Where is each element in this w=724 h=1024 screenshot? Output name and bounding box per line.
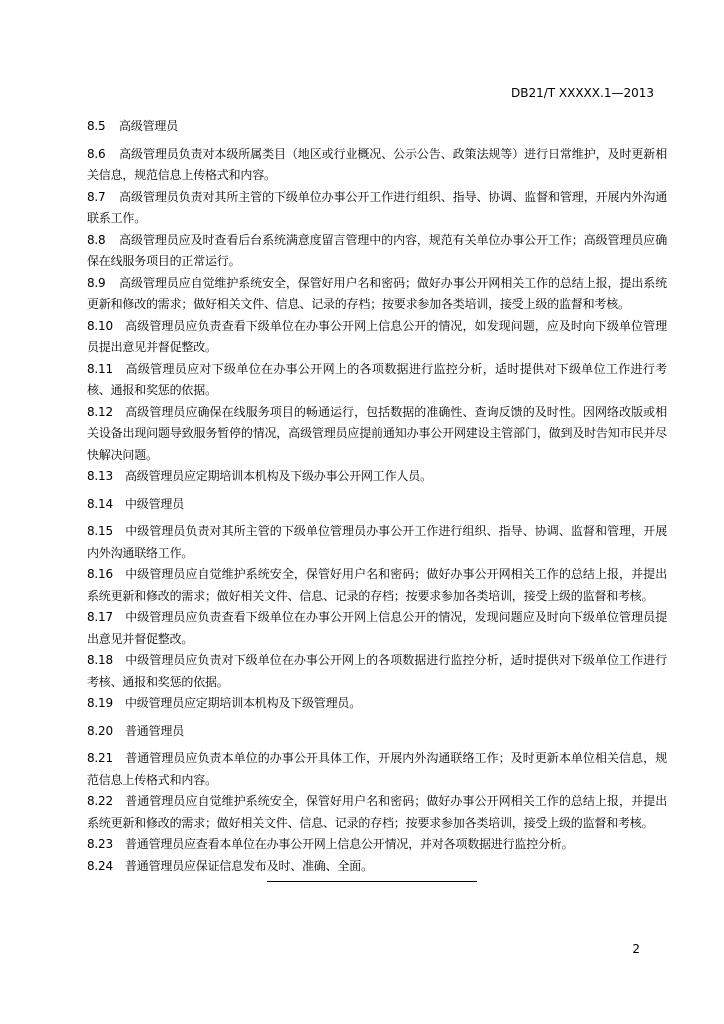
clause-8-24: [87, 856, 667, 878]
clause-number: 8.9: [87, 275, 106, 290]
clause-8-15: [87, 521, 667, 564]
clause-8-16: [87, 564, 667, 607]
clause-text: 高级管理员应自觉维护系统安全，保管好用户名和密码；做好办事公开网相关工作的总结上报，提出系统更新和修改的需求；做好相关文件、信息、记录的存档；按要求参加各类培训，接受上级的监督和考核。: [87, 275, 667, 311]
clause-number: 8.18: [87, 653, 113, 667]
page-number: 2: [632, 942, 640, 956]
clause-number: 8.15: [87, 524, 113, 538]
clause-8-8: [87, 230, 667, 273]
clause-text: 高级管理员应定期培训本机构及下级办事公开网工作人员。: [125, 469, 432, 483]
section-number: 8.5: [87, 119, 106, 133]
clause-number: 8.10: [87, 318, 113, 333]
clause-text: 中级管理员负责对其所主管的下级单位管理员办事公开工作进行组织、指导、协调、监督和管理，开展内外沟通联络工作。: [87, 524, 667, 560]
clause-text: 中级管理员应负责对下级单位在办事公开网上的各项数据进行监控分析，适时提供对下级单位工作进行考核、通报和奖惩的依据。: [87, 653, 667, 689]
section-number: 8.20: [87, 723, 113, 738]
clause-text: 中级管理员应自觉维护系统安全，保管好用户名和密码；做好办事公开网相关工作的总结上报，并提出系统更新和修改的需求；做好相关文件、信息、记录的存档；按要求参加各类培训，接受上级的监督和考核。: [87, 567, 667, 603]
clause-text: 高级管理员应及时查看后台系统满意度留言管理中的内容，规范有关单位办事公开工作；高级管理员应确保在线服务项目的正常运行。: [87, 232, 667, 268]
clause-text: 高级管理员应对下级单位在办事公开网上的各项数据进行监控分析，适时提供对下级单位工作进行考核、通报和奖惩的依据。: [87, 361, 667, 397]
clause-8-18: [87, 650, 667, 693]
section-title: 普通管理员: [125, 723, 185, 738]
clause-text: 高级管理员应确保在线服务项目的畅通运行，包括数据的准确性、查询反馈的及时性。因网络改版或相关设备出现问题导致服务暂停的情况，高级管理员应提前通知办事公开网建设主管部门，做到及时告知市民并尽快解决问题。: [87, 404, 667, 462]
clause-8-7: [87, 187, 667, 230]
clause-text: 中级管理员应负责查看下级单位在办事公开网上信息公开的情况，发现问题应及时向下级单位管理员提出意见并督促整改。: [87, 610, 667, 646]
section-heading: [87, 116, 667, 138]
section-number: 8.14: [87, 496, 113, 511]
clause-number: 8.13: [87, 469, 113, 483]
document-id-header: DB21/T XXXXX.1—2013: [510, 86, 654, 100]
clause-number: 8.23: [87, 837, 113, 851]
clause-8-21: [87, 748, 667, 791]
clause-number: 8.8: [87, 232, 106, 247]
clause-text: 高级管理员负责对其所主管的下级单位办事公开工作进行组织、指导、协调、监督和管理，开展内外沟通联系工作。: [87, 189, 667, 225]
clause-number: 8.7: [87, 189, 106, 204]
clause-8-12: [87, 402, 667, 467]
clause-text: 高级管理员负责对本级所属类目（地区或行业概况、公示公告、政策法规等）进行日常维护，及时更新相关信息，规范信息上传格式和内容。: [87, 146, 667, 182]
section-heading: [87, 721, 667, 743]
clause-number: 8.6: [87, 146, 106, 161]
clause-number: 8.12: [87, 404, 113, 419]
clause-text: 高级管理员应负责查看下级单位在办事公开网上信息公开的情况，如发现问题，应及时向下级单位管理员提出意见并督促整改。: [87, 318, 667, 354]
clause-8-9: [87, 273, 667, 316]
clause-text: 普通管理员应查看本单位在办事公开网上信息公开情况，并对各项数据进行监控分析。: [125, 837, 574, 851]
clause-text: 中级管理员应定期培训本机构及下级管理员。: [125, 696, 362, 710]
clause-number: 8.11: [87, 361, 113, 376]
clause-number: 8.24: [87, 858, 113, 873]
document-body: [87, 116, 667, 877]
section-title: 中级管理员: [125, 496, 185, 511]
clause-number: 8.22: [87, 794, 113, 808]
clause-8-19: [87, 693, 667, 715]
clause-8-10: [87, 316, 667, 359]
clause-8-23: [87, 834, 667, 856]
section-heading: [87, 494, 667, 516]
end-of-document-rule: [267, 881, 477, 882]
clause-8-6: [87, 144, 667, 187]
clause-8-13: [87, 466, 667, 488]
clause-text: 普通管理员应负责本单位的办事公开具体工作，开展内外沟通联络工作；及时更新本单位相关信息，规范信息上传格式和内容。: [87, 751, 667, 787]
section-title: 高级管理员: [119, 119, 179, 133]
clause-number: 8.17: [87, 610, 113, 624]
clause-text: 普通管理员应保证信息发布及时、准确、全面。: [125, 858, 373, 873]
clause-number: 8.19: [87, 696, 113, 710]
clause-number: 8.21: [87, 751, 113, 765]
clause-8-11: [87, 359, 667, 402]
clause-8-17: [87, 607, 667, 650]
clause-text: 普通管理员应自觉维护系统安全，保管好用户名和密码；做好办事公开网相关工作的总结上报，并提出系统更新和修改的需求；做好相关文件、信息、记录的存档；按要求参加各类培训，接受上级的监督和考核。: [87, 794, 667, 830]
clause-8-22: [87, 791, 667, 834]
clause-number: 8.16: [87, 567, 113, 581]
